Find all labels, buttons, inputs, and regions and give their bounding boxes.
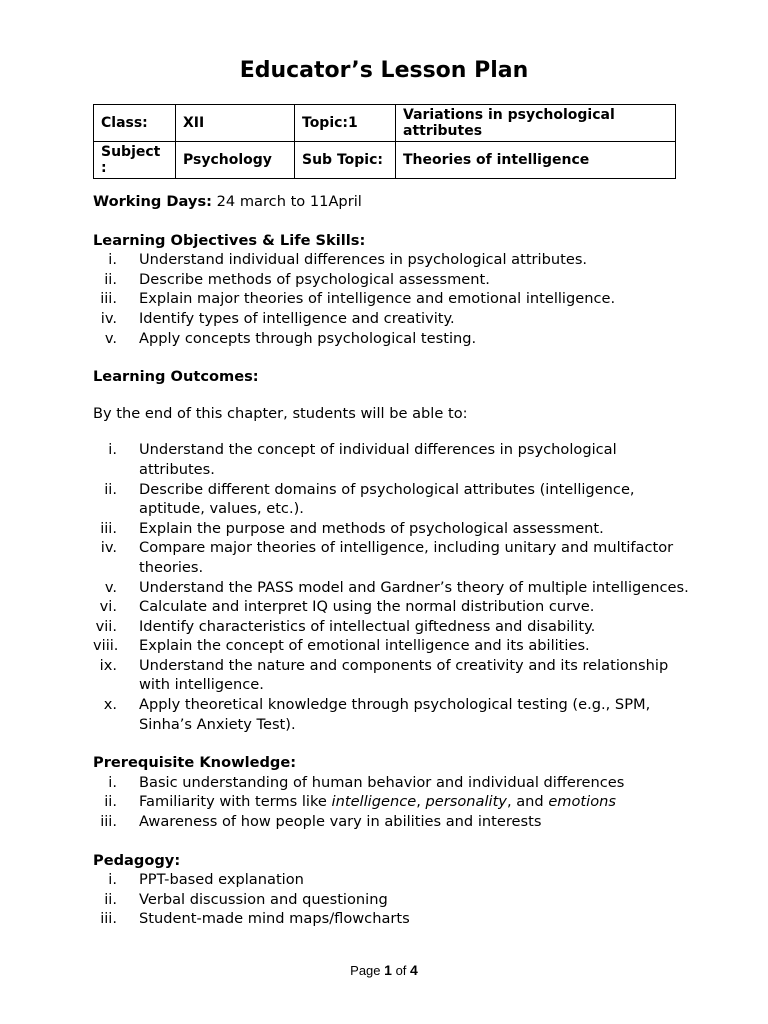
list-item [93, 656, 693, 695]
pedagogy-list [93, 870, 693, 929]
list-item [93, 792, 693, 812]
class-value: XII [176, 105, 295, 142]
list-item-number: ii. [104, 890, 117, 908]
list-item [93, 617, 693, 637]
list-item-number: iii. [100, 910, 117, 928]
list-item-number: ix. [99, 656, 117, 674]
list-item-number: vi. [99, 598, 117, 616]
list-item-text: Understand the concept of individual differences in psychological attributes. [139, 441, 617, 478]
list-item [93, 250, 693, 270]
list-item-text: Verbal discussion and questioning [139, 890, 388, 908]
list-item-number: ii. [104, 793, 117, 811]
list-item [93, 909, 693, 929]
list-item-text: Student-made mind maps/flowcharts [139, 910, 410, 928]
list-item-number: vii. [95, 617, 117, 635]
list-item [93, 695, 693, 734]
list-item-number: v. [104, 329, 117, 347]
term-separator: , and [506, 793, 549, 811]
list-item-number: ii. [104, 480, 117, 498]
list-item [93, 440, 693, 479]
list-item-number: ii. [104, 270, 117, 288]
class-label: Class: [94, 105, 176, 142]
term-intelligence: intelligence [331, 793, 417, 811]
list-item [93, 597, 693, 617]
document-body [93, 192, 693, 929]
subtopic-label: Sub Topic: [295, 142, 396, 179]
list-item-text: Apply theoretical knowledge through psychological testing (e.g., SPM, Sinha’s Anxiety Test). [139, 696, 651, 733]
list-item [93, 329, 693, 349]
list-item-text: Understand individual differences in psychological attributes. [139, 251, 588, 269]
list-item [93, 519, 693, 539]
list-item-number: i. [108, 871, 117, 889]
list-item-text: Describe different domains of psychological attributes (intelligence, aptitude, values, etc.). [139, 480, 635, 518]
subject-value: Psychology [176, 142, 295, 179]
page-footer [0, 962, 768, 978]
list-item-number: viii. [93, 637, 119, 655]
outcomes-list [93, 440, 693, 734]
outcomes-intro: By the end of this chapter, students will be able to: [93, 404, 468, 422]
info-row-class-topic [94, 105, 676, 142]
total-page-count: 4 [410, 962, 418, 978]
list-item [93, 870, 693, 890]
list-item-text: Compare major theories of intelligence, including unitary and multifactor theories. [139, 539, 674, 576]
list-item-text: Describe methods of psychological assessment. [139, 270, 490, 288]
prerequisite-heading: Prerequisite Knowledge: [93, 754, 297, 772]
subject-label: Subject : [94, 142, 176, 179]
term-personality: personality [425, 793, 507, 811]
list-item-text: Explain major theories of intelligence and emotional intelligence. [139, 290, 616, 308]
list-item-number: iv. [100, 539, 117, 557]
list-item-text: Awareness of how people vary in abilities and interests [139, 813, 542, 831]
document-title: Educator’s Lesson Plan [239, 58, 529, 83]
list-item-number: i. [108, 441, 117, 459]
list-item-text: Identify characteristics of intellectual giftedness and disability. [139, 617, 596, 635]
term-separator: , [416, 793, 426, 811]
outcomes-heading: Learning Outcomes: [93, 368, 259, 386]
subtopic-value: Theories of intelligence [396, 142, 676, 179]
list-item-number: iii. [100, 813, 117, 831]
pedagogy-heading: Pedagogy: [93, 851, 181, 869]
current-page-number: 1 [384, 962, 392, 978]
list-item-text: PPT-based explanation [139, 871, 304, 889]
working-days-label: Working Days: [93, 193, 212, 210]
of-word: of [395, 963, 407, 978]
list-item [93, 480, 693, 519]
list-item [93, 890, 693, 910]
list-item-text: Calculate and interpret IQ using the normal distribution curve. [139, 598, 595, 616]
list-item [93, 289, 693, 309]
list-item-text: Understand the PASS model and Gardner’s theory of multiple intelligences. [139, 578, 689, 596]
prerequisite-list [93, 773, 693, 832]
topic-label: Topic:1 [295, 105, 396, 142]
objectives-heading: Learning Objectives & Life Skills: [93, 231, 366, 249]
list-item-number: i. [108, 251, 117, 269]
list-item-number: iv. [100, 309, 117, 327]
working-days-value: 24 march to 11April [211, 193, 362, 210]
list-item [93, 538, 693, 577]
list-item-text: Understand the nature and components of creativity and its relationship with intelligence. [139, 656, 669, 694]
list-item [93, 636, 693, 656]
list-item-number: x. [103, 696, 117, 714]
objectives-list [93, 250, 693, 348]
list-item [93, 270, 693, 290]
list-item [93, 309, 693, 329]
info-row-subject-subtopic [94, 142, 676, 179]
list-item [93, 812, 693, 832]
list-item-number: iii. [100, 519, 117, 537]
list-item-text: Familiarity with terms like [139, 793, 332, 811]
term-emotions: emotions [548, 793, 616, 811]
list-item-number: v. [104, 578, 117, 596]
topic-value: Variations in psychological attributes [396, 105, 676, 142]
list-item-text: Apply concepts through psychological testing. [139, 329, 477, 347]
list-item-number: iii. [100, 290, 117, 308]
page-word: Page [350, 963, 381, 978]
list-item-text: Identify types of intelligence and creativity. [139, 309, 455, 327]
list-item [93, 578, 693, 598]
list-item [93, 773, 693, 793]
lesson-info-table [93, 104, 676, 179]
list-item-text: Basic understanding of human behavior and individual differences [139, 773, 625, 791]
working-days [93, 192, 693, 212]
list-item-number: i. [108, 773, 117, 791]
list-item-text: Explain the purpose and methods of psychological assessment. [139, 519, 604, 537]
list-item-text: Explain the concept of emotional intelligence and its abilities. [139, 637, 590, 655]
